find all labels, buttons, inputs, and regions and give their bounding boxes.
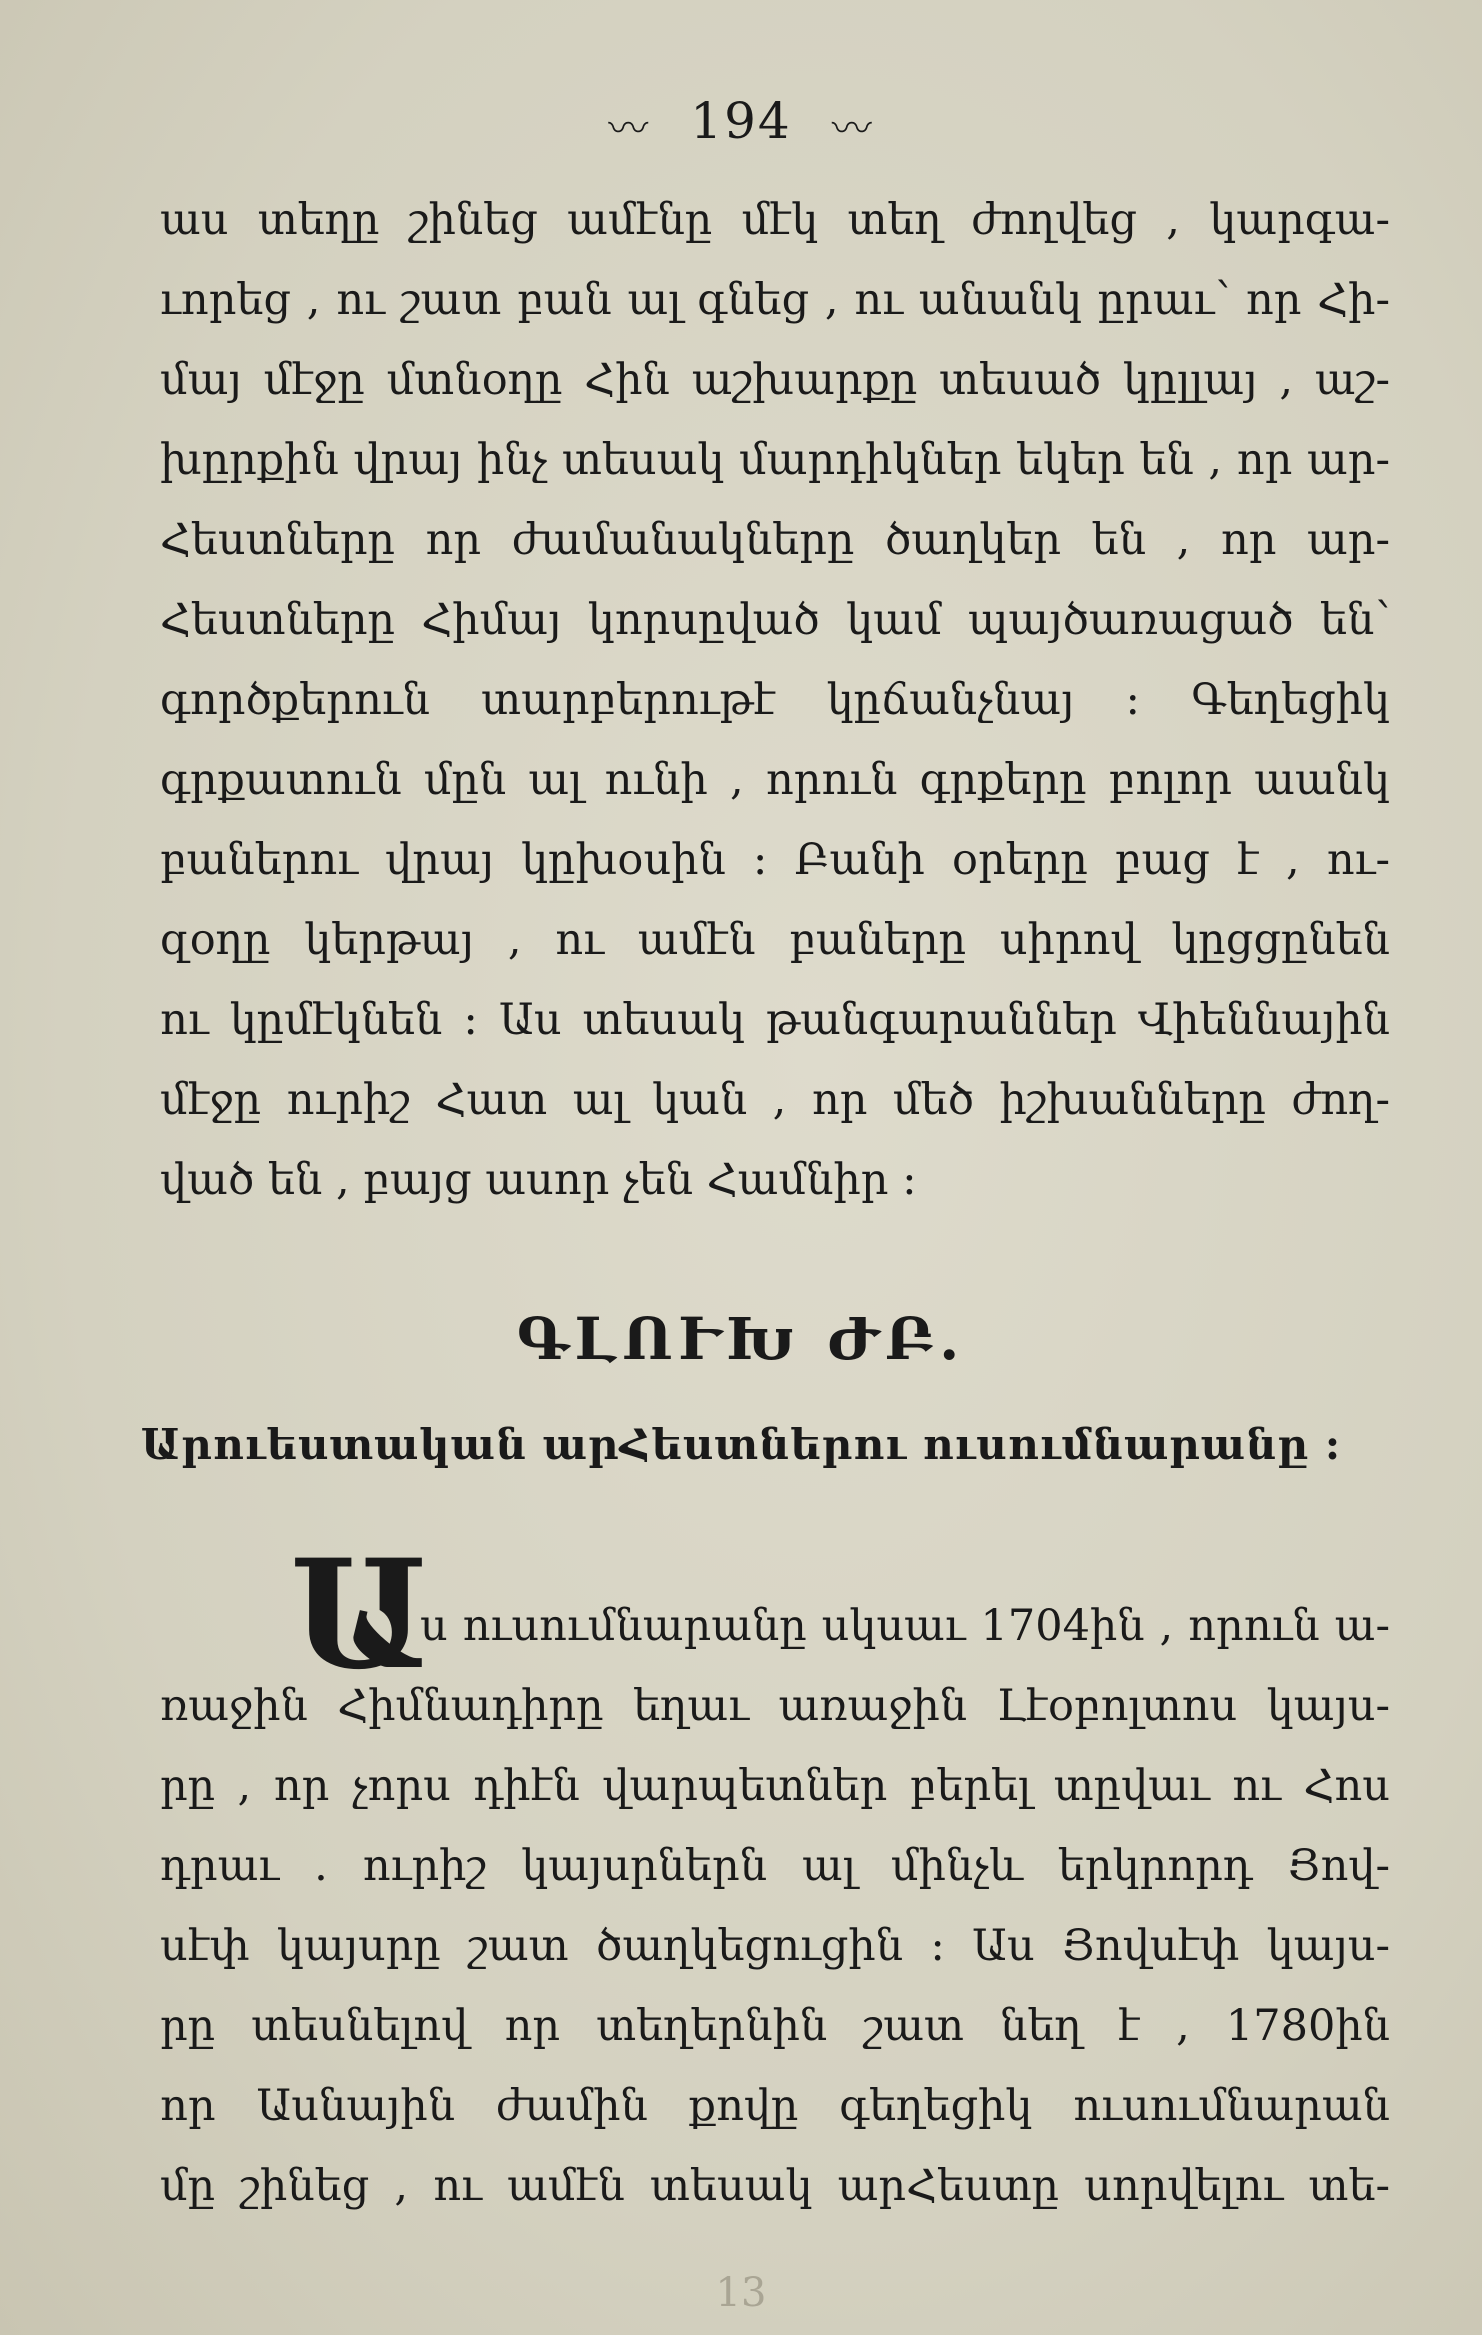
text-line: զօղը կերթայ , ու ամէն բաները սիրով կըցցընեն xyxy=(160,915,1390,965)
paragraph-1 xyxy=(160,180,1390,1220)
text-line: գրքատուն մըն ալ ունի , որուն գրքերը բոլոր աանկ xyxy=(160,755,1390,805)
right-ornament-icon: 〰 xyxy=(831,105,874,152)
drop-cap: Ա xyxy=(290,1527,432,1703)
chapter-subtitle: Արուեստական արՀեստներու ուսումնարանը : xyxy=(140,1420,1342,1469)
text-line: Հեստները Հիմայ կորսըված կամ պայծառացած են՝ xyxy=(160,595,1390,645)
text-line: մայ մէջը մտնօղը Հին աշխարքը տեսած կըլլայ , աշ- xyxy=(160,355,1390,405)
text-line: մը շինեց , ու ամէն տեսակ արՀեստը սորվելու տե- xyxy=(160,2161,1390,2211)
text-line: դրաւ . ուրիշ կայսրներն ալ մինչև երկրորդ Յով- xyxy=(160,1841,1390,1891)
text-line: ս ուսումնարանը սկսաւ 1704ին , որուն ա- xyxy=(420,1601,1390,1651)
text-line: Հեստները որ ժամանակները ծաղկեր են , որ ար- xyxy=(160,515,1390,565)
left-ornament-icon: 〰 xyxy=(608,105,651,152)
page-header xyxy=(0,92,1482,154)
page-number: 194 xyxy=(690,92,792,150)
chapter-title: ԳԼՈՒԽ ԺԲ. xyxy=(516,1305,966,1373)
text-line: գործքերուն տարբերութէ կըճանչնայ : Գեղեցիկ xyxy=(160,675,1390,725)
text-line: րը տեսնելով որ տեղերնին շատ նեղ է , 1780ին xyxy=(160,2001,1390,2051)
text-line: որ Ասնային ժամին քովը գեղեցիկ ուսումնարան xyxy=(160,2081,1390,2131)
text-line: սէփ կայսրը շատ ծաղկեցուցին : Աս Յովսէփ կայս- xyxy=(160,1921,1390,1971)
text-line: աս տեղը շինեց ամէնը մէկ տեղ ժողվեց , կարգա- xyxy=(160,195,1390,245)
text-line: ռաջին Հիմնադիրը եղաւ առաջին Լէօբոլտոս կայս- xyxy=(160,1681,1390,1731)
text-line: բաներու վրայ կըխօսին : Բանի օրերը բաց է , ու- xyxy=(160,835,1390,885)
text-line: րը , որ չորս դիէն վարպետներ բերել տըվաւ ու Հոս xyxy=(160,1761,1390,1811)
bleed-through-signature: 13 xyxy=(715,2270,767,2316)
text-line: ւորեց , ու շատ բան ալ գնեց , ու անանկ ըրաւ՝ որ Հի- xyxy=(160,275,1390,325)
paragraph-2 xyxy=(160,1585,1390,2225)
text-line: խըրքին վրայ ինչ տեսակ մարդիկներ եկեր են , որ ար- xyxy=(160,435,1390,485)
text-line: ված են , բայց ասոր չեն Համնիր : xyxy=(160,1155,917,1205)
text-line: մէջը ուրիշ Հատ ալ կան , որ մեծ իշխանները ժող- xyxy=(160,1075,1390,1125)
text-line: ու կըմէկնեն : Աս տեսակ թանգարաններ Վիեննային xyxy=(160,995,1390,1045)
